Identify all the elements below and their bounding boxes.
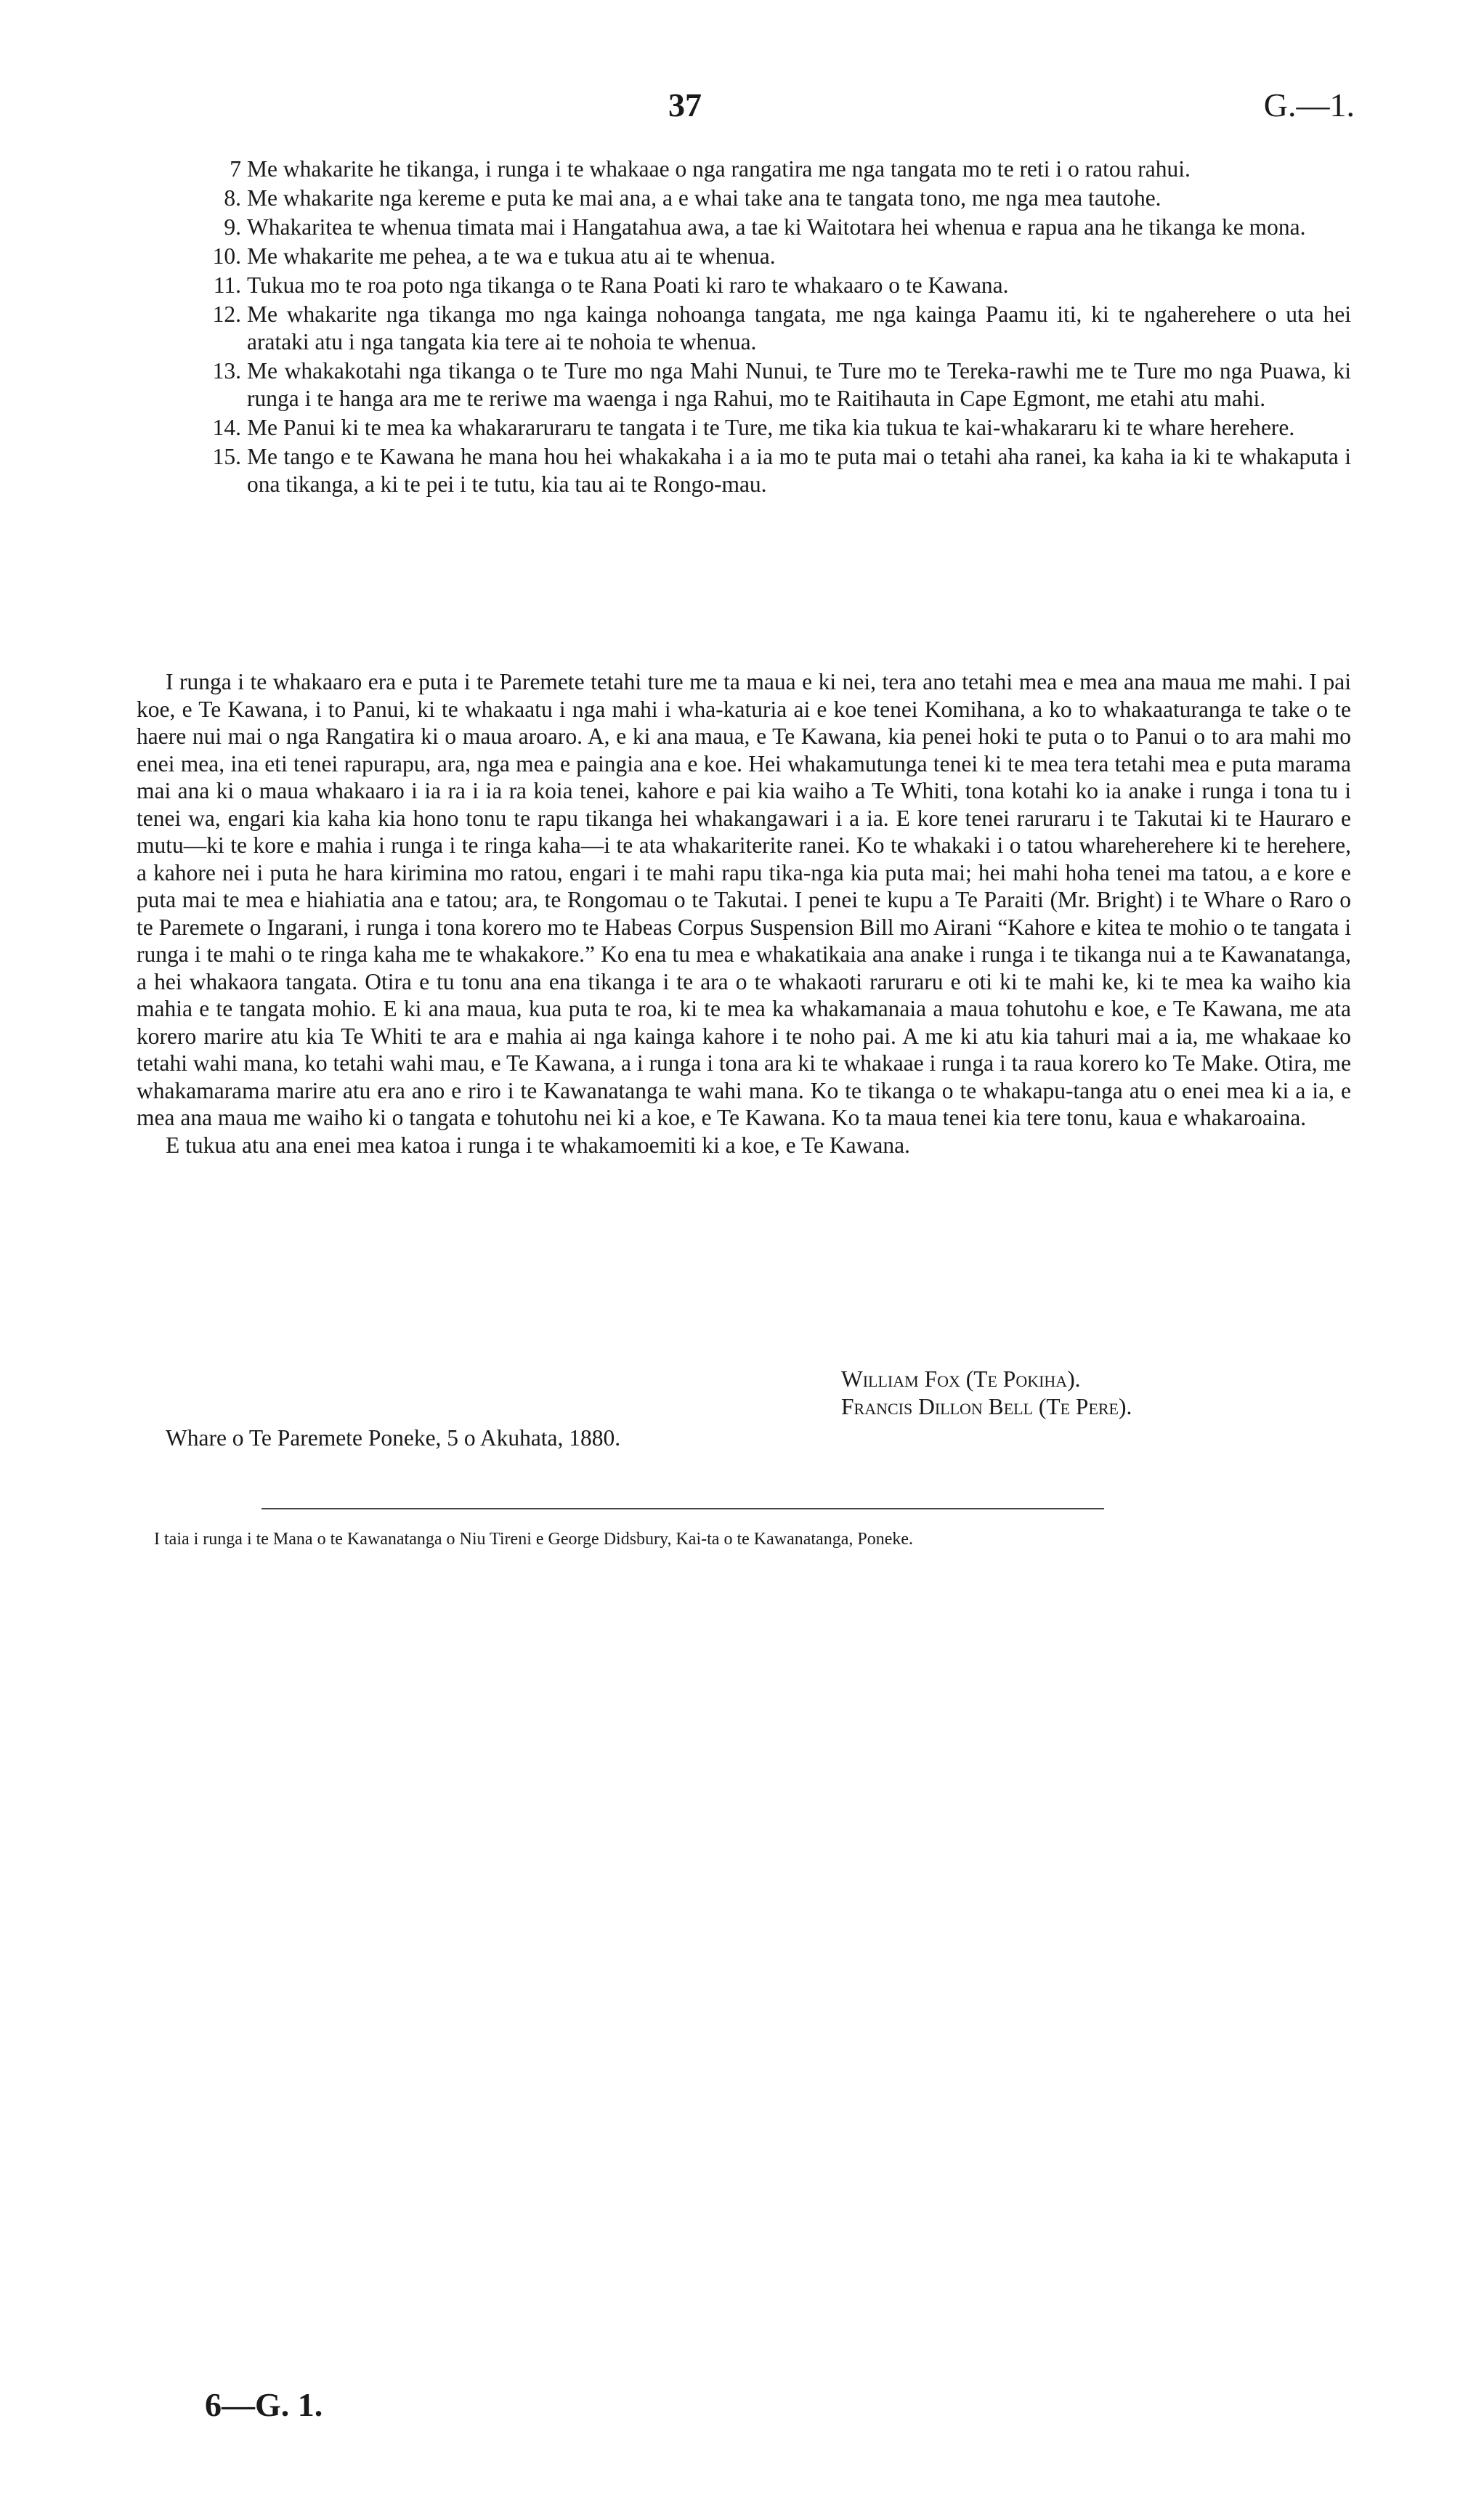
list-item (166, 414, 1351, 442)
list-item (166, 357, 1351, 413)
item-number: 10. (212, 243, 241, 269)
item-number: 15. (212, 444, 241, 469)
item-text: Me whakarite he tikanga, i runga i te whakaae o nga rangatira me nga tangata mo te reti i o ratou rahui. (247, 156, 1191, 182)
list-item (166, 185, 1351, 212)
item-text: Me whakarite nga tikanga mo nga kainga nohoanga tangata, me nga kainga Paamu iti, ki te ngaherehere o uta hei arataki atu i nga tangata kia tere ai te nohoia te whenua. (247, 301, 1351, 354)
list-item (166, 214, 1351, 241)
item-number: 11. (213, 272, 241, 298)
item-text: Tukua mo te roa poto nga tikanga o te Rana Poati ki raro te whakaaro o te Kawana. (247, 272, 1009, 298)
item-text: Me Panui ki te mea ka whakararuraru te tangata i te Ture, me tika kia tukua te kai-whakararu ki te whare herehere. (247, 415, 1295, 440)
item-number: 14. (212, 415, 241, 440)
list-item (166, 443, 1351, 498)
item-number: 9. (224, 214, 241, 240)
list-item (166, 272, 1351, 299)
item-text: Me tango e te Kawana he mana hou hei whakakaha i a ia mo te puta mai o tetahi aha ranei, ka kaha ia ki te whakaputa i ona tikanga, a ki te pei i te tutu, kia tau ai te Rongo-mau. (247, 444, 1351, 497)
item-number: 8. (224, 185, 241, 211)
item-text: Me whakakotahi nga tikanga o te Ture mo nga Mahi Nunui, te Ture mo te Tereka-rawhi me te Ture mo nga Puawa, ki runga i te hanga ara me te reriwe ma waenga i nga Rahui, mo te Raitihauta in Cape Egmont, me etahi atu mahi. (247, 358, 1351, 411)
dateline: Whare o Te Paremete Poneke, 5 o Akuhata, 1880. (166, 1425, 621, 1451)
list-item (166, 243, 1351, 270)
list-item (166, 301, 1351, 356)
item-text: Me whakarite me pehea, a te wa e tukua atu ai te whenua. (247, 243, 776, 269)
item-text: Whakaritea te whenua timata mai i Hangatahua awa, a tae ki Waitotara hei whenua e rapua ana he tikanga ke mona. (247, 214, 1306, 240)
list-item (166, 155, 1351, 183)
document-reference: G.—1. (1263, 86, 1355, 123)
closing-paragraph: E tukua atu ana enei mea katoa i runga i te whakamoemiti ki a koe, e Te Kawana. (166, 1132, 910, 1158)
item-number: 13. (212, 358, 241, 384)
item-number: 12. (212, 301, 241, 327)
page-header (0, 86, 1484, 129)
signature-line: William Fox (Te Pokiha). (841, 1366, 1081, 1392)
sheet-signature: 6—G. 1. (205, 2386, 323, 2423)
item-number: 7 (230, 156, 241, 182)
body-text (137, 668, 1351, 1159)
signature-line: Francis Dillon Bell (Te Pere). (841, 1394, 1132, 1419)
printer-imprint: I taia i runga i te Mana o te Kawanatanga o Niu Tireni e George Didsbury, Kai-ta o te Kawanatanga, Poneke. (154, 1530, 914, 1549)
item-text: Me whakarite nga kereme e puta ke mai ana, a e whai take ana te tangata tono, me nga mea tautohe. (247, 185, 1161, 211)
body-paragraph: I runga i te whakaaro era e puta i te Paremete tetahi ture me ta maua e ki nei, tera ano tetahi mea e mea ana maua me mahi. I pai koe, e Te Kawana, i to Panui, ki te whakaatu i nga mahi i wha-katuria ai e koe tenei Komihana, a ko to whakaaturanga te take o te haere nui mai o nga Rangatira ki o maua aroaro. A, e ki ana maua, e Te Kawana, kia penei hoki te puta o to Panui o to ara mahi mo enei mea, ina eti tenei rapurapu, ara, nga mea e paingia ana e koe. Hei whakamutunga tenei ki te mea tera tetahi mea e puta marama mai ana ki o maua whakaaro i ia ra i ia ra koia tenei, kahore e pai kia waiho a Te Whiti, tona kotahi ko ia anake i runga i tona tu i tenei wa, engari kia kaha kia hono tonu te rapu tikanga hei whakangawari i a ia. E kore tenei raruraru i te Takutai ki te Hauraro e mutu—ki te kore e mahia i runga i te ringa kaha—i te ata whakariterite ranei. Ko te whakaki i o tatou whareherehere ki te herehere, a kahore nei i puta he hara kirimina mo ratou, engari i te mahi rapu tika-nga kia puta mai; hei mahi hoha tenei ma tatou, a e kore e puta mai te mea e hiahiatia ana e tatou; ara, te Rongomau o te Takutai. I penei te kupu a Te Paraiti (Mr. Bright) i te Whare o Raro o te Paremete o Ingarani, i runga i tona korero mo te Habeas Corpus Suspension Bill mo Airani “Kahore e kitea te mohio o te tangata i runga i te mahi o te ringa kaha me te whakakore.” Ko ena tu mea e whakatikaia ana anake i runga i te tikanga nui a te Kawanatanga, a hei whakaora tangata. Otira e tu tonu ana ena tikanga i te ara o te whakaoti raruraru e oti ki te mahi ke, ki te mea ka waiho kia mahia e te tangata mohio. E ki ana maua, kua puta te roa, ki te mea ka whakamanaia a maua tohutohu e koe, e Te Kawana, me ata korero marire atu kia Te Whiti te ara e mahia ai nga kainga kahore i te noho pai. A me ki atu kia tahuri mai a ia, me whakaae ko tetahi wahi mana, ko tetahi wahi mau, e Te Kawana, a i runga i tona ara ki te whakaae i runga i ta raua korero ko Te Make. Otira, me whakamarama marire atu era ano e riro i te Kawanatanga te wahi mana. Ko te tikanga o te whakapu-tanga atu o enei mea ki a ia, e mea ana maua me waiho ki o tangata e tohutohu nei ki a koe, e Te Kawana. Ko ta maua tenei kia tere tonu, kaua e whakaroaina. (137, 669, 1351, 1130)
recommendation-list (166, 155, 1351, 500)
signature-block (841, 1366, 1393, 1421)
page-number: 37 (668, 86, 702, 123)
divider-rule (261, 1508, 1104, 1509)
